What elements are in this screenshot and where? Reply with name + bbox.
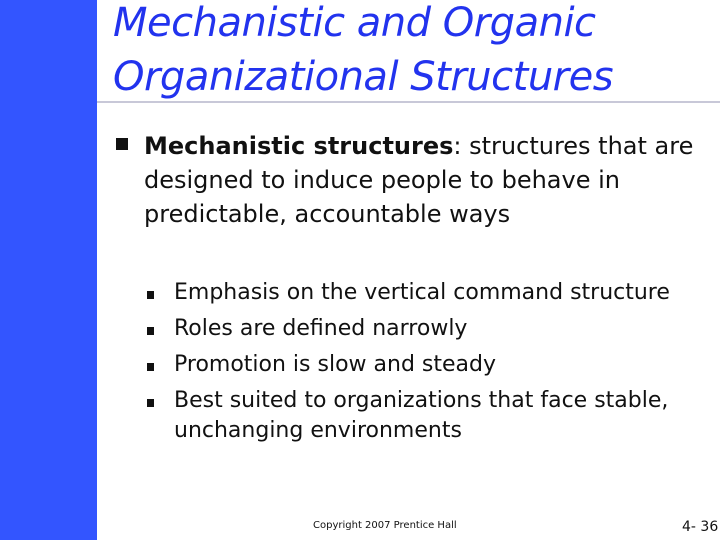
list-item: [168, 350, 688, 380]
list-item: [168, 278, 688, 308]
slide-number: 4- 36: [682, 519, 719, 535]
list-item-text: Roles are defined narrowly: [174, 316, 468, 341]
list-item: [168, 386, 688, 446]
main-bullet-text: [144, 129, 704, 231]
list-item-text: Promotion is slow and steady: [174, 352, 496, 377]
list-item: [168, 314, 688, 344]
square-bullet-icon: [116, 138, 128, 150]
main-bullet-definition: : structures that are designed to induce people to behave in predictable, accountable ways: [144, 132, 694, 228]
square-bullet-icon: [147, 399, 154, 407]
list-item-text: Emphasis on the vertical command structure: [174, 280, 670, 305]
square-bullet-icon: [147, 363, 154, 371]
list-item-text: Best suited to organizations that face stable, unchanging environments: [174, 388, 669, 443]
square-bullet-icon: [147, 291, 154, 299]
main-bullet-term: Mechanistic structures: [144, 132, 454, 160]
sub-bullet-list: [168, 278, 688, 446]
title-line-2: Organizational Structures: [113, 54, 614, 100]
title-divider: [97, 101, 720, 103]
title-line-1: Mechanistic and Organic: [113, 0, 596, 46]
left-accent-bar: [0, 0, 97, 540]
square-bullet-icon: [147, 327, 154, 335]
slide-title: [113, 0, 713, 104]
copyright-notice: Copyright 2007 Prentice Hall: [313, 520, 457, 531]
